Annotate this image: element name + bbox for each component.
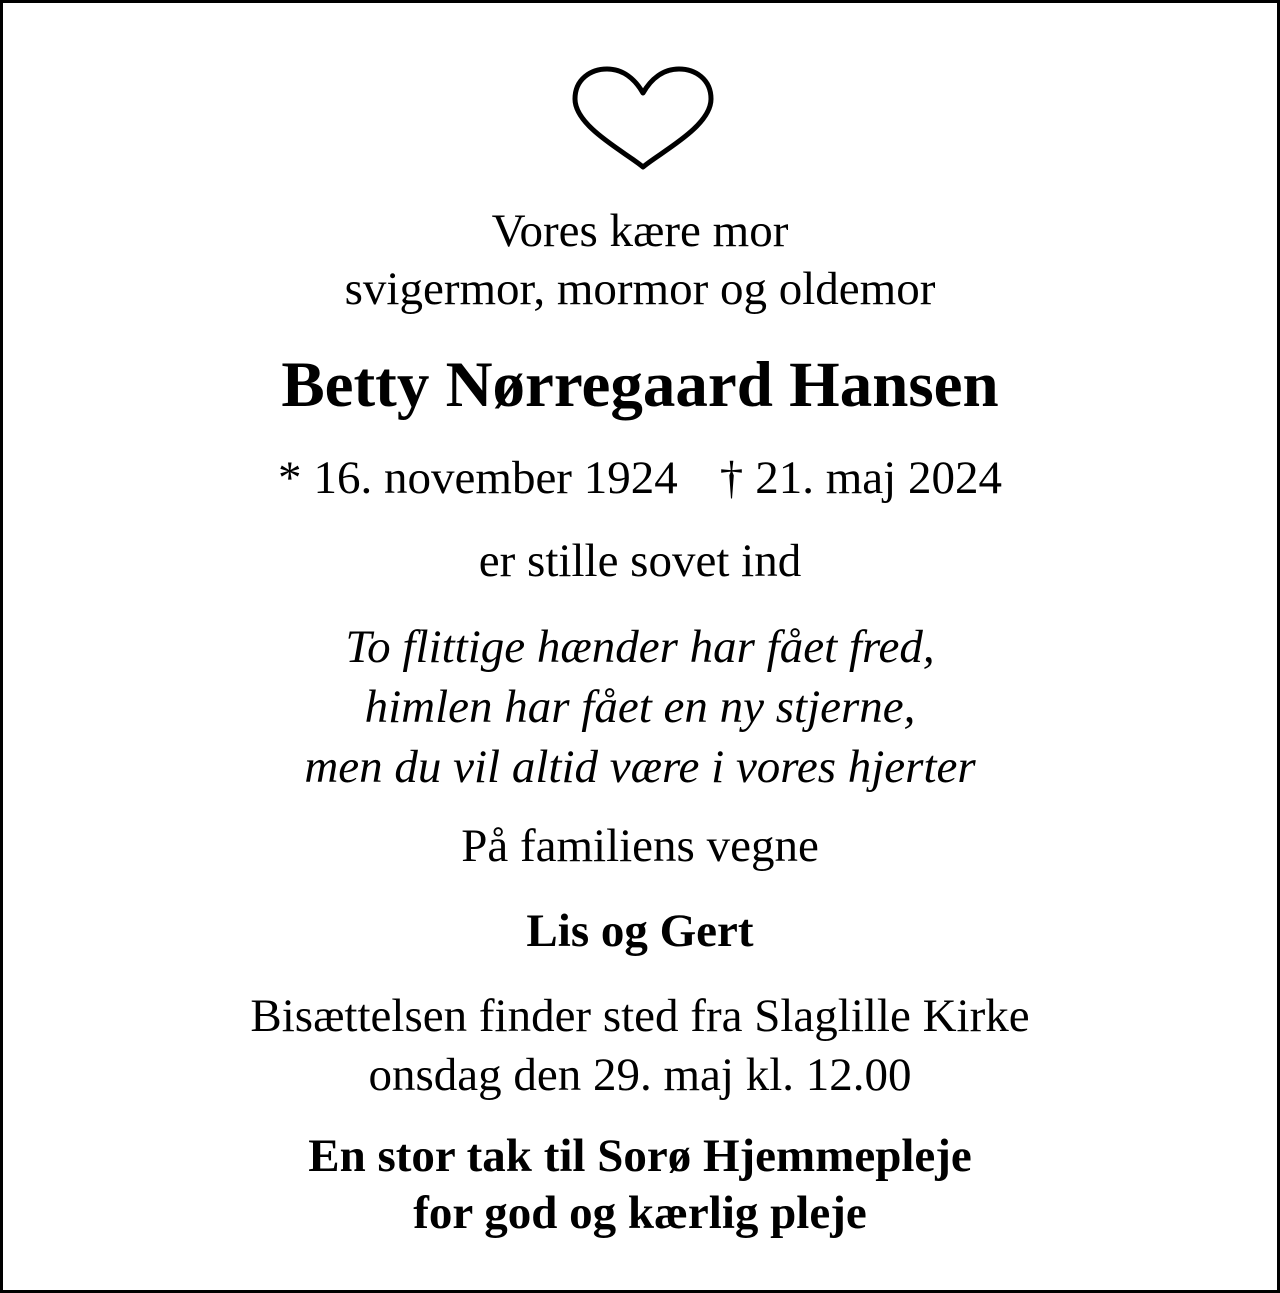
birth-symbol: * bbox=[278, 452, 302, 504]
service-line-2: onsdag den 29. maj kl. 12.00 bbox=[368, 1049, 912, 1101]
life-dates bbox=[3, 452, 1277, 504]
death-symbol: † bbox=[719, 452, 744, 504]
death-date: 21. maj 2024 bbox=[755, 452, 1002, 504]
heart-outline-icon bbox=[569, 65, 717, 171]
signature-names: Lis og Gert bbox=[526, 905, 754, 957]
signature-preface: På familiens vegne bbox=[461, 820, 819, 872]
verse-line-1: To flittige hænder har fået fred, bbox=[345, 621, 935, 673]
thanks-line-1: En stor tak til Sorø Hjemmepleje bbox=[308, 1130, 972, 1182]
deceased-name: Betty Nørregaard Hansen bbox=[281, 349, 999, 421]
thanks-line-2: for god og kærlig pleje bbox=[413, 1187, 867, 1239]
birth-date: 16. november 1924 bbox=[313, 452, 678, 504]
service-line-1: Bisættelsen finder sted fra Slaglille Kirke bbox=[250, 990, 1030, 1042]
verse-line-3: men du vil altid være i vores hjerter bbox=[304, 741, 976, 793]
announcement-text: er stille sovet ind bbox=[478, 535, 802, 587]
intro-line-2: svigermor, mormor og oldemor bbox=[344, 263, 936, 315]
intro-line-1: Vores kære mor bbox=[491, 205, 789, 257]
verse-line-2: himlen har fået en ny stjerne, bbox=[364, 681, 916, 733]
